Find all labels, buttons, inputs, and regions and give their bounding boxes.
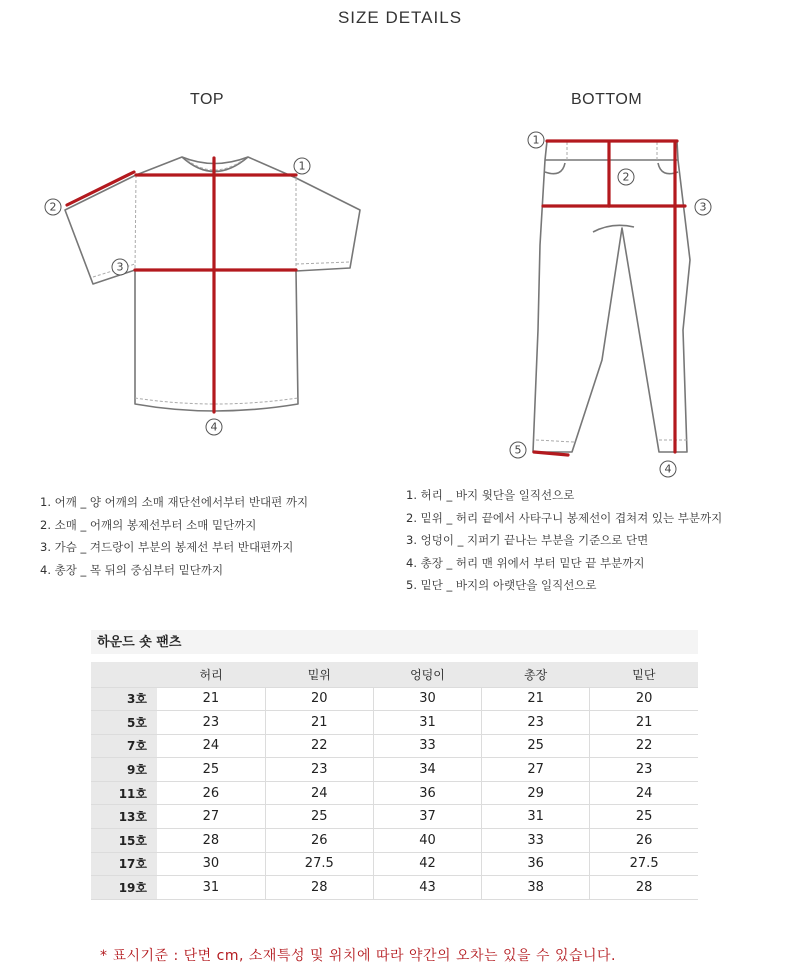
table-cell: 24	[265, 781, 373, 805]
table-header-cell: 총장	[482, 662, 590, 687]
table-corner-cell	[91, 662, 157, 687]
bottom-desc-length: 4. 총장 _ 허리 맨 위에서 부터 밑단 끝 부분까지	[406, 555, 645, 570]
page-title: SIZE DETAILS	[337, 8, 463, 27]
table-header-cell: 밑위	[265, 662, 373, 687]
table-cell: 22	[265, 734, 373, 758]
size-table-section	[91, 630, 698, 900]
table-cell: 33	[482, 829, 590, 853]
table-cell: 26	[590, 829, 698, 853]
table-cell: 25	[265, 805, 373, 829]
table-row	[91, 852, 698, 876]
table-cell: 27.5	[590, 852, 698, 876]
table-cell: 38	[482, 876, 590, 900]
table-cell: 23	[590, 758, 698, 782]
top-desc-shoulder: 1. 어깨 _ 양 어깨의 소매 재단선에서부터 반대편 까지	[40, 495, 309, 509]
bottom-desc-waist: 1. 허리 _ 바지 윗단을 일직선으로	[406, 488, 575, 502]
table-cell: 33	[373, 734, 481, 758]
table-cell: 24	[590, 781, 698, 805]
table-cell: 28	[265, 876, 373, 900]
svg-text:2: 2	[622, 170, 630, 184]
svg-text:1: 1	[298, 159, 306, 173]
top-sleeve-line	[67, 172, 134, 205]
top-marker-2	[45, 199, 61, 215]
table-cell: 29	[482, 781, 590, 805]
table-row	[91, 734, 698, 758]
svg-text:3: 3	[116, 260, 124, 274]
table-cell: 24	[157, 734, 265, 758]
table-cell: 37	[373, 805, 481, 829]
table-header-cell: 허리	[157, 662, 265, 687]
pants-illustration	[533, 141, 690, 452]
svg-text:2: 2	[49, 200, 57, 214]
table-cell: 30	[373, 687, 481, 711]
table-cell: 25	[590, 805, 698, 829]
table-row	[91, 711, 698, 735]
table-cell: 31	[373, 711, 481, 735]
table-cell: 20	[590, 687, 698, 711]
table-cell: 31	[157, 876, 265, 900]
size-label: 3호	[91, 687, 157, 711]
size-label: 11호	[91, 781, 157, 805]
size-label: 19호	[91, 876, 157, 900]
table-cell: 23	[265, 758, 373, 782]
bottom-marker-4	[660, 461, 676, 477]
table-header-cell: 엉덩이	[373, 662, 481, 687]
table-header-row	[91, 662, 698, 687]
top-desc-length: 4. 총장 _ 목 뒤의 중심부터 밑단까지	[40, 562, 224, 577]
table-cell: 25	[482, 734, 590, 758]
table-cell: 21	[157, 687, 265, 711]
table-cell: 21	[590, 711, 698, 735]
table-cell: 21	[265, 711, 373, 735]
table-cell: 22	[590, 734, 698, 758]
table-cell: 31	[482, 805, 590, 829]
table-cell: 28	[590, 876, 698, 900]
table-cell: 30	[157, 852, 265, 876]
svg-text:4: 4	[210, 420, 218, 434]
top-desc-chest: 3. 가슴 _ 겨드랑이 부분의 봉제선 부터 반대편까지	[40, 540, 294, 554]
table-row	[91, 829, 698, 853]
measurement-footnote: * 표시기준 : 단면 cm, 소재특성 및 위치에 따라 약간의 오차는 있을 수 있습니다.	[100, 948, 616, 964]
bottom-marker-2	[618, 169, 634, 185]
top-measure-descriptions	[40, 491, 308, 581]
size-label: 7호	[91, 734, 157, 758]
bottom-marker-3	[695, 199, 711, 215]
table-cell: 26	[157, 781, 265, 805]
top-desc-sleeve: 2. 소매 _ 어깨의 봉제선부터 소매 밑단까지	[40, 517, 257, 532]
table-row	[91, 876, 698, 900]
table-row	[91, 687, 698, 711]
table-cell: 28	[157, 829, 265, 853]
table-cell: 20	[265, 687, 373, 711]
table-cell: 42	[373, 852, 481, 876]
svg-text:3: 3	[699, 200, 707, 214]
table-row	[91, 781, 698, 805]
table-row	[91, 758, 698, 782]
bottom-desc-hip: 3. 엉덩이 _ 지퍼기 끝나는 부분을 기준으로 단면	[406, 533, 649, 547]
size-label: 15호	[91, 829, 157, 853]
table-cell: 40	[373, 829, 481, 853]
top-marker-1	[294, 158, 310, 174]
table-cell: 34	[373, 758, 481, 782]
product-name: 하운드 숏 팬츠	[91, 630, 698, 655]
table-cell: 36	[373, 781, 481, 805]
bottom-measure-descriptions	[406, 484, 722, 597]
size-table	[91, 662, 698, 900]
table-cell: 36	[482, 852, 590, 876]
bottom-marker-1	[528, 132, 544, 148]
table-cell: 21	[482, 687, 590, 711]
size-label: 5호	[91, 711, 157, 735]
svg-text:1: 1	[532, 133, 540, 147]
table-cell: 43	[373, 876, 481, 900]
size-label: 9호	[91, 758, 157, 782]
top-section-title: TOP	[190, 91, 225, 108]
bottom-marker-5	[510, 442, 526, 458]
table-header-cell: 밑단	[590, 662, 698, 687]
tshirt-measure-lines	[67, 158, 296, 412]
garment-diagrams	[0, 0, 800, 476]
top-marker-3	[112, 259, 128, 275]
table-cell: 27	[157, 805, 265, 829]
bottom-section-title: BOTTOM	[571, 91, 643, 108]
bottom-desc-rise: 2. 밑위 _ 허리 끝에서 사타구니 봉제선이 겹쳐져 있는 부분까지	[406, 510, 723, 525]
table-cell: 26	[265, 829, 373, 853]
bottom-desc-hem: 5. 밑단 _ 바지의 아랫단을 일직선으로	[406, 578, 597, 592]
pants-measure-lines	[534, 141, 685, 455]
table-cell: 25	[157, 758, 265, 782]
svg-text:4: 4	[664, 462, 672, 476]
size-label: 13호	[91, 805, 157, 829]
svg-text:5: 5	[514, 443, 522, 457]
size-label: 17호	[91, 852, 157, 876]
table-cell: 27	[482, 758, 590, 782]
table-cell: 23	[482, 711, 590, 735]
top-marker-4	[206, 419, 222, 435]
table-row	[91, 805, 698, 829]
table-cell: 27.5	[265, 852, 373, 876]
table-cell: 23	[157, 711, 265, 735]
